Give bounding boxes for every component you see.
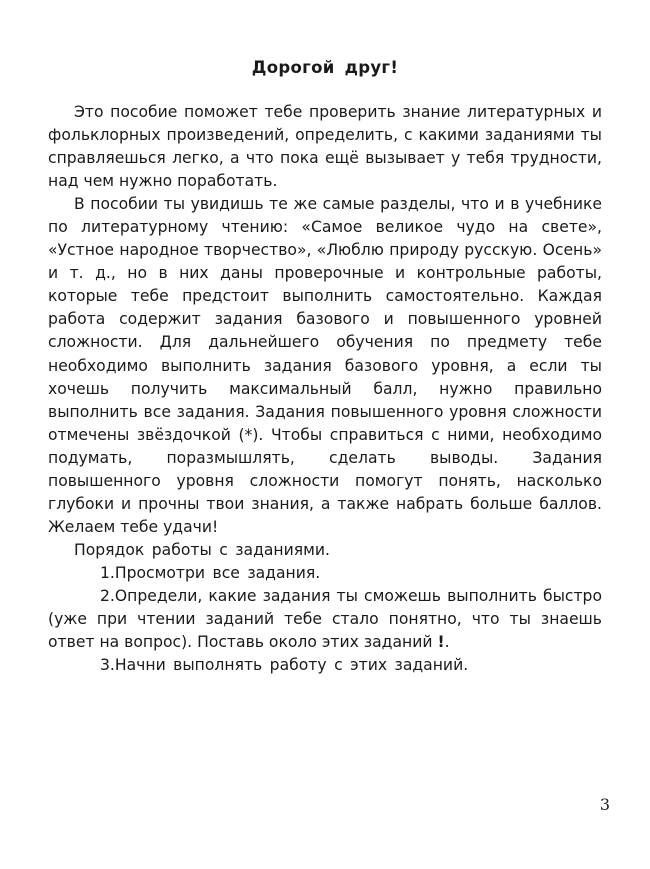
page-number: 3: [599, 795, 610, 814]
page-content: [48, 0, 602, 677]
list-item: [48, 585, 602, 654]
list-heading: Порядок работы с заданиями.: [74, 540, 330, 559]
exclamation-mark-symbol: !: [437, 633, 445, 652]
paragraph-about-sections: В пособии ты увидишь те же самые разделы, что и в учебнике по литературному чтению: «Самое великое чудо на свете», «Устное народное творчество», «Люблю природу русскую. Осень» и т. д., но в них даны проверочные и контрольные работы, которые тебе предстоит выполнить самостоятельно. Каждая работа содержит задания базового и повышенного уровней сложности. Для дальнейшего обучения по предмету тебе необходимо выполнить задания базового уровня, а если ты хочешь получить максимальный балл, нужно правильно выполнить все задания. Задания повышенного уровня сложности отмечены звёздочкой (*). Чтобы справиться с ними, необходимо подумать, поразмышлять, сделать выводы. Задания повышенного уровня сложности помогут понять, насколько глубоки и прочны твои знания, а также набрать больше баллов. Желаем тебе удачи!: [48, 195, 602, 536]
list-item: [48, 562, 602, 585]
list-item-text: Определи, какие задания ты сможешь выполнить быстро (уже при чтении заданий тебе стало понятно, что ты знаешь ответ на вопрос). Поставь около этих заданий: [48, 586, 602, 652]
list-item-number: 3.: [100, 656, 115, 675]
list-item-number: 2.: [100, 586, 115, 605]
list-item: [48, 654, 602, 677]
page-title: Дорогой друг!: [251, 58, 399, 77]
list-item-text: Начни выполнять работу с этих заданий.: [114, 656, 469, 675]
paragraph-intro: Это пособие поможет тебе проверить знание литературных и фольклорных произведений, определить, с какими заданиями ты справляешься легко, а что пока ещё вызывает у тебя трудности, над чем нужно поработать.: [48, 103, 602, 191]
list-item-number: 1.: [100, 563, 115, 582]
list-item-text-tail: .: [444, 633, 450, 652]
list-item-text: Просмотри все задания.: [114, 563, 321, 582]
